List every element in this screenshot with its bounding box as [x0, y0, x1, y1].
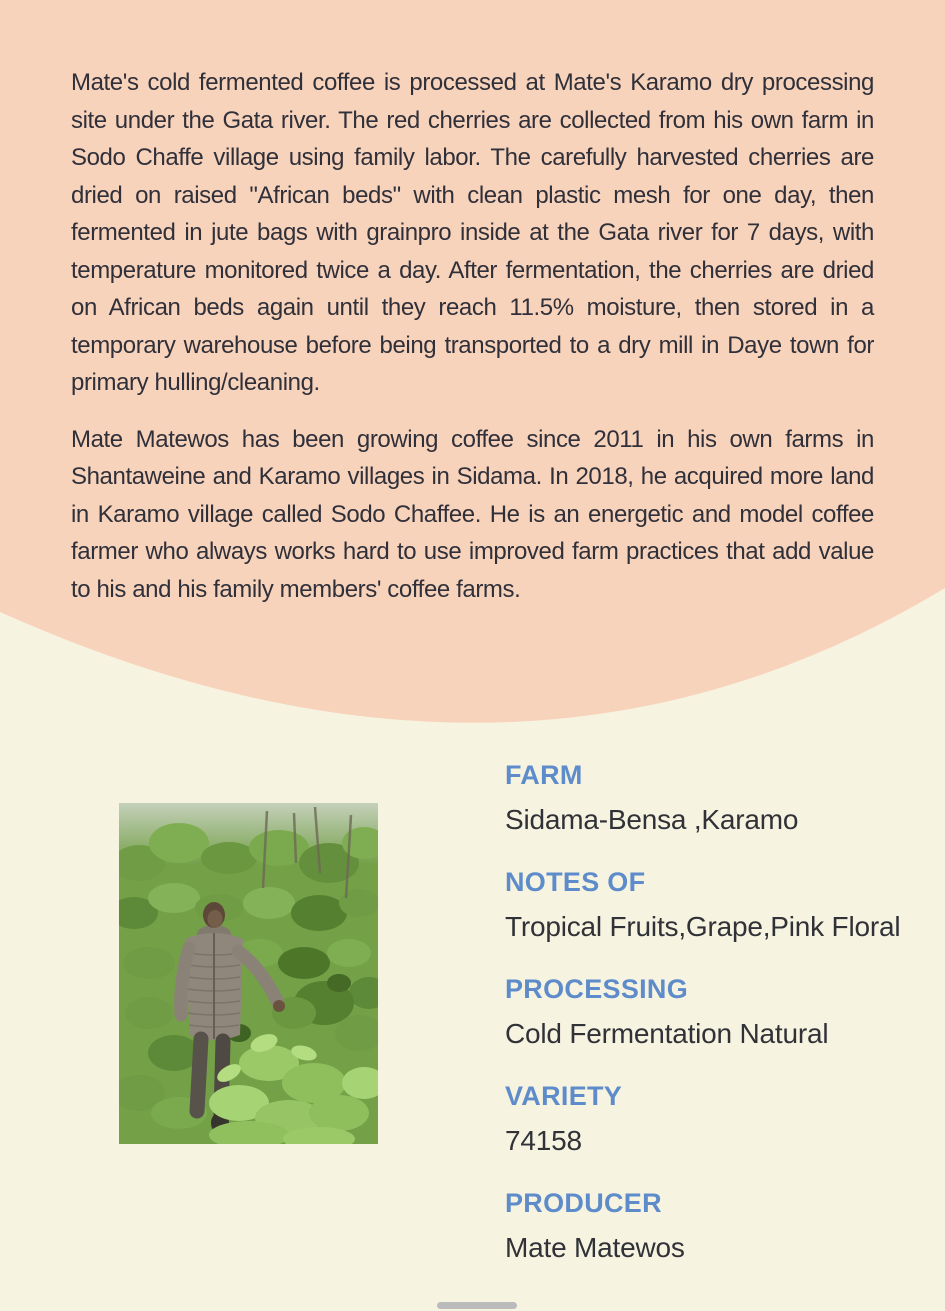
processing-label: PROCESSING — [505, 974, 689, 1004]
field-farm — [505, 760, 905, 836]
notes-of-label: NOTES OF — [505, 867, 646, 897]
processing-value: Cold Fermentation Natural — [505, 1018, 829, 1049]
farmer-photo-illustration — [119, 803, 378, 1144]
farmer-photo — [119, 803, 378, 1144]
field-producer — [505, 1188, 905, 1264]
producer-value: Mate Matewos — [505, 1232, 685, 1263]
home-indicator-bar — [437, 1302, 517, 1309]
spec-fields — [505, 760, 905, 1264]
intro-text — [71, 64, 874, 627]
variety-label: VARIETY — [505, 1081, 623, 1111]
farm-label: FARM — [505, 760, 583, 790]
intro-paragraph-1: Mate's cold fermented coffee is processed at Mate's Karamo dry processing site under the Gata river. The red cherries are collected from his own farm in Sodo Chaffe village using family labor. The carefully harvested cherries are dried on raised "African beds" with clean plastic mesh for one day, then fermented in jute bags with grainpro inside at the Gata river for 7 days, with temperature monitored twice a day. After fermentation, the cherries are dried on African beds again until they reach 11.5% moisture, then stored in a temporary warehouse before being transported to a dry mill in Daye town for primary hulling/cleaning. — [71, 69, 874, 396]
field-variety — [505, 1081, 905, 1157]
farm-value: Sidama-Bensa ,Karamo — [505, 804, 799, 835]
intro-paragraph-2: Mate Matewos has been growing coffee since 2011 in his own farms in Shantaweine and Karamo villages in Sidama. In 2018, he acquired more land in Karamo village called Sodo Chaffee. He is an energetic and model coffee farmer who always works hard to use improved farm practices that add value to his and his family members' coffee farms. — [71, 425, 874, 603]
producer-label: PRODUCER — [505, 1188, 662, 1218]
notes-of-value: Tropical Fruits,Grape,Pink Floral — [505, 911, 901, 942]
field-notes-of — [505, 867, 905, 943]
variety-value: 74158 — [505, 1125, 582, 1156]
field-processing — [505, 974, 905, 1050]
